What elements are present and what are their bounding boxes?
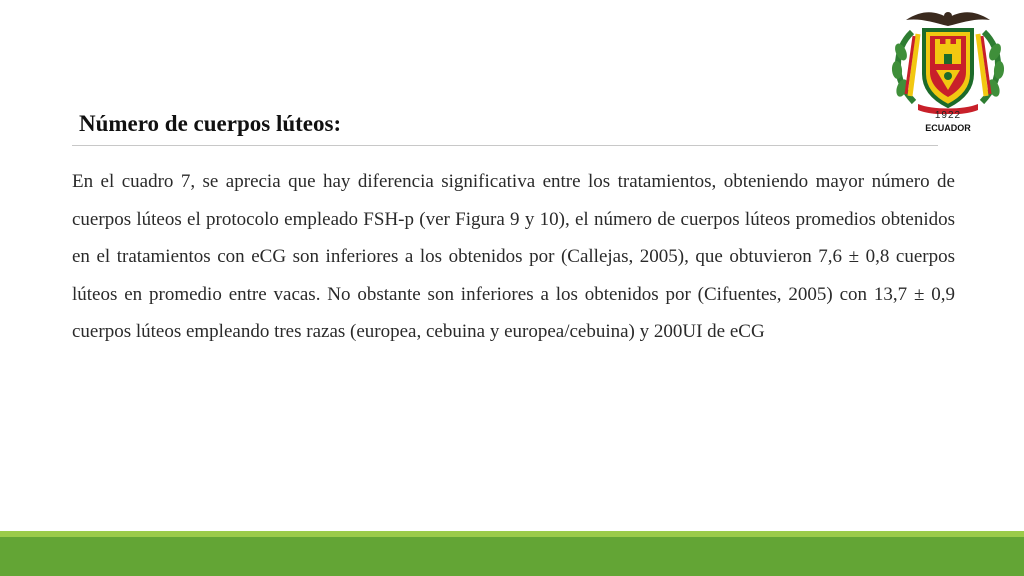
slide-title: Número de cuerpos lúteos: (79, 111, 342, 136)
university-logo (884, 4, 1012, 132)
title-divider (72, 145, 938, 146)
logo-year: 1922 (934, 110, 962, 121)
logo-country: ECUADOR (925, 123, 971, 133)
footer-band (0, 537, 1024, 576)
university-crest-icon (884, 4, 1012, 114)
body-paragraph: En el cuadro 7, se aprecia que hay diferencia significativa entre los tratamientos, obteniendo mayor número de cuerpos lúteos el protocolo empleado FSH-p (ver Figura 9 y 10), el número de cuerpos lúteos promedios obtenidos en el tratamientos con eCG son inferiores a los obtenidos por (Callejas, 2005), que obtuvieron 7,6 ± 0,8 cuerpos lúteos en promedio entre vacas. No obstante son inferiores a los obtenidos por (Cifuentes, 2005) con 13,7 ± 0,9 cuerpos lúteos empleando tres razas (europea, cebuina y europea/cebuina) y 200UI de eCG (72, 171, 955, 343)
